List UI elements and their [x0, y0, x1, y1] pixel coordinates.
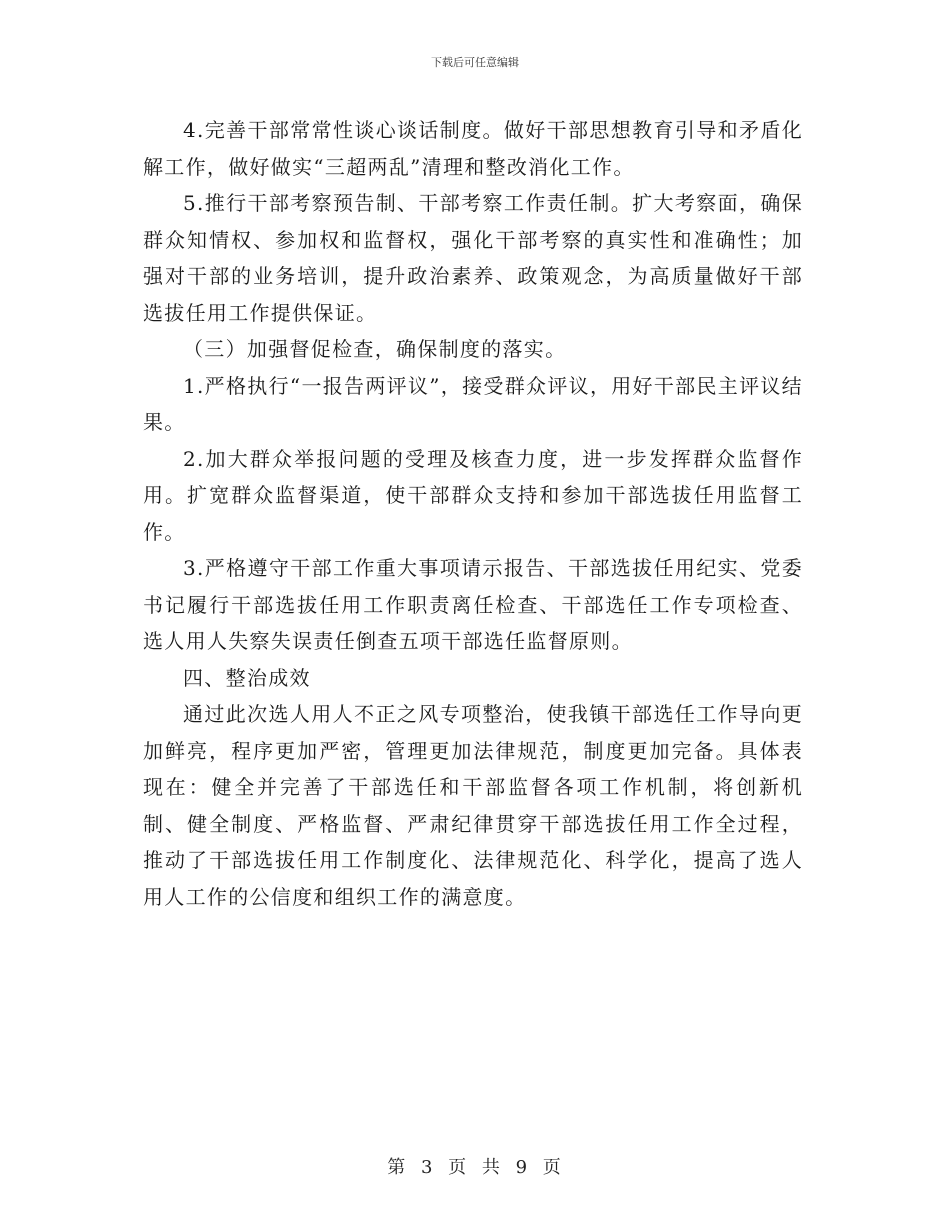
section-heading-4: 四、整治成效 [183, 665, 311, 690]
paragraph-results: 通过此次选人用人不正之风专项整治，使我镇干部选任工作导向更加鲜亮，程序更加严密，管理更加法律规范，制度更加完备。具体表现在：健全并完善了干部选任和干部监督各项工作机制，将创新机制、健全制度、严格监督、严肃纪律贯穿干部选拔任用工作全过程，推动了干部选拔任用工作制度化、法律规范化、科学化，提高了选人用人工作的公信度和组织工作的满意度。 [143, 702, 803, 909]
paragraph-item-3: 3.严格遵守干部工作重大事项请示报告、干部选拔任用纪实、党委书记履行干部选拔任用工作职责离任检查、干部选任工作专项检查、选人用人失察失误责任倒查五项干部选任监督原则。 [143, 556, 803, 653]
paragraph-item-1: 1.严格执行“一报告两评议”，接受群众评议，用好干部民主评议结果。 [143, 373, 803, 434]
paragraph-item-4: 4.完善干部常常性谈心谈话制度。做好干部思想教育引导和矛盾化解工作，做好做实“三超两乱”清理和整改消化工作。 [143, 118, 803, 179]
page-number: 第 3 页 共 9 页 [387, 1157, 563, 1178]
page-header: 下载后可任意编辑 [431, 56, 519, 69]
section-heading-3: （三）加强督促检查，确保制度的落实。 [183, 337, 567, 361]
paragraph-item-5: 5.推行干部考察预告制、干部考察工作责任制。扩大考察面，确保群众知情权、参加权和监督权，强化干部考察的真实性和准确性；加强对干部的业务培训，提升政治素养、政策观念，为高质量做好干部选拔任用工作提供保证。 [143, 191, 803, 325]
paragraph-item-2: 2.加大群众举报问题的受理及核查力度，进一步发挥群众监督作用。扩宽群众监督渠道，使干部群众支持和参加干部选拔任用监督工作。 [143, 446, 803, 544]
document-body [143, 112, 803, 915]
